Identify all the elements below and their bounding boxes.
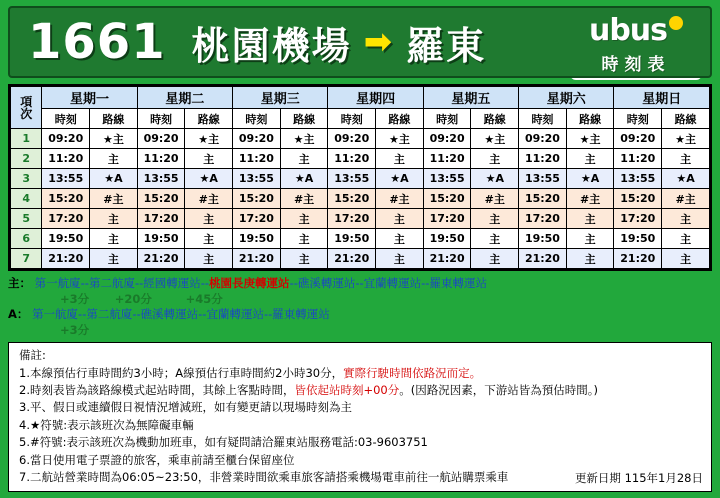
cell-time-6-2: 21:20: [233, 249, 281, 269]
cell-route-1-1: 主: [185, 149, 233, 169]
table-row: [11, 249, 710, 269]
cell-route-1-0: 主: [90, 149, 138, 169]
sub-header-route-3: 路線: [376, 109, 424, 129]
table-row: [11, 169, 710, 189]
cell-time-5-1: 19:50: [137, 229, 185, 249]
day-header-5: 星期六: [519, 87, 614, 109]
note-item-4: 4.★符號:表示該班次為無障礙車輛: [19, 417, 194, 432]
legend-main-route: 第一航廈--第二航廈--經國轉運站--桃園長庚轉運站--礁溪轉運站--宜蘭轉運站--羅東轉運站: [34, 276, 487, 290]
sub-header-time-4: 時刻: [423, 109, 471, 129]
cell-time-2-4: 13:55: [423, 169, 471, 189]
cell-time-1-6: 11:20: [614, 149, 662, 169]
legend-a-offsets: [8, 323, 712, 339]
schedule-table-wrap: [8, 84, 712, 271]
cell-time-6-0: 21:20: [42, 249, 90, 269]
cell-route-6-4: 主: [471, 249, 519, 269]
legend-main-offsets: [8, 292, 712, 308]
table-row: [11, 149, 710, 169]
cell-route-5-0: 主: [90, 229, 138, 249]
arrow-right-icon: ➡: [363, 22, 395, 62]
cell-time-3-2: 15:20: [233, 189, 281, 209]
cell-time-3-0: 15:20: [42, 189, 90, 209]
cell-time-5-2: 19:50: [233, 229, 281, 249]
sub-header-time-3: 時刻: [328, 109, 376, 129]
legend-main-offset-3: +45分: [185, 291, 223, 306]
cell-time-3-3: 15:20: [328, 189, 376, 209]
note-item-7: 7.二航站營業時間為06:05~23:50，非營業時間欲乘車旅客請搭乘機場電車前往一航站購票乘車: [19, 470, 509, 485]
route-legend: [8, 276, 712, 338]
row-index: 5: [11, 209, 42, 229]
table-row: [11, 189, 710, 209]
cell-time-0-2: 09:20: [233, 129, 281, 149]
day-header-0: 星期一: [42, 87, 137, 109]
day-header-2: 星期三: [233, 87, 328, 109]
cell-time-3-6: 15:20: [614, 189, 662, 209]
table-row: [11, 229, 710, 249]
cell-time-6-4: 21:20: [423, 249, 471, 269]
row-index: 3: [11, 169, 42, 189]
cell-route-2-1: ★A: [185, 169, 233, 189]
cell-time-5-6: 19:50: [614, 229, 662, 249]
cell-time-2-2: 13:55: [233, 169, 281, 189]
cell-time-2-1: 13:55: [137, 169, 185, 189]
cell-route-2-4: ★A: [471, 169, 519, 189]
cell-time-4-5: 17:20: [519, 209, 567, 229]
sub-header-route-1: 路線: [185, 109, 233, 129]
notes-block: [8, 342, 712, 492]
cell-time-1-5: 11:20: [519, 149, 567, 169]
brand-logo-block: [570, 12, 702, 76]
day-header-4: 星期五: [423, 87, 518, 109]
table-corner: [11, 87, 42, 129]
sub-header-route-4: 路線: [471, 109, 519, 129]
brand-dot-icon: [669, 16, 683, 30]
cell-route-3-4: #主: [471, 189, 519, 209]
cell-time-6-6: 21:20: [614, 249, 662, 269]
cell-time-0-4: 09:20: [423, 129, 471, 149]
corner-bottom-label: 次: [20, 106, 33, 121]
sub-header-time-5: 時刻: [519, 109, 567, 129]
sub-header-route-2: 路線: [280, 109, 328, 129]
cell-route-4-5: 主: [566, 209, 614, 229]
cell-time-5-3: 19:50: [328, 229, 376, 249]
cell-time-2-0: 13:55: [42, 169, 90, 189]
table-row: [11, 129, 710, 149]
cell-time-0-3: 09:20: [328, 129, 376, 149]
note-item-3: 3.平、假日或連續假日視情況增減班，如有變更請以現場時刻為主: [19, 400, 352, 415]
cell-time-4-1: 17:20: [137, 209, 185, 229]
brand-subtitle: 時刻表: [601, 55, 671, 75]
cell-route-6-0: 主: [90, 249, 138, 269]
cell-route-3-6: #主: [662, 189, 710, 209]
cell-time-3-4: 15:20: [423, 189, 471, 209]
cell-time-2-6: 13:55: [614, 169, 662, 189]
cell-time-3-5: 15:20: [519, 189, 567, 209]
table-header-days: [11, 87, 710, 109]
notes-title: 備註:: [19, 348, 46, 363]
cell-time-3-1: 15:20: [137, 189, 185, 209]
day-header-1: 星期二: [137, 87, 232, 109]
cell-time-0-5: 09:20: [519, 129, 567, 149]
cell-time-6-3: 21:20: [328, 249, 376, 269]
cell-route-4-6: 主: [662, 209, 710, 229]
legend-main-key: 主：: [8, 276, 31, 290]
cell-route-5-6: 主: [662, 229, 710, 249]
sub-header-time-0: 時刻: [42, 109, 90, 129]
cell-route-2-0: ★A: [90, 169, 138, 189]
cell-time-6-5: 21:20: [519, 249, 567, 269]
sub-header-route-0: 路線: [90, 109, 138, 129]
note-item-6: 6.當日使用電子票證的旅客，乘車前請至櫃台保留座位: [19, 452, 295, 467]
legend-main-row: [8, 276, 712, 292]
cell-route-0-0: ★主: [90, 129, 138, 149]
cell-time-4-6: 17:20: [614, 209, 662, 229]
cell-time-0-1: 09:20: [137, 129, 185, 149]
cell-time-5-0: 19:50: [42, 229, 90, 249]
row-index: 7: [11, 249, 42, 269]
route-title: [192, 15, 487, 70]
day-header-6: 星期日: [614, 87, 710, 109]
cell-route-5-1: 主: [185, 229, 233, 249]
table-row: [11, 209, 710, 229]
brand-wordmark: [589, 13, 683, 48]
cell-time-0-6: 09:20: [614, 129, 662, 149]
legend-a-key: A：: [8, 307, 29, 322]
update-date: 更新日期 115年1月28日: [574, 470, 703, 485]
row-index: 4: [11, 189, 42, 209]
route-origin: 桃園機場: [191, 23, 352, 68]
sub-header-time-2: 時刻: [233, 109, 281, 129]
cell-route-0-4: ★主: [471, 129, 519, 149]
cell-route-6-1: 主: [185, 249, 233, 269]
cell-route-4-3: 主: [376, 209, 424, 229]
cell-route-5-4: 主: [471, 229, 519, 249]
cell-time-1-2: 11:20: [233, 149, 281, 169]
cell-time-2-3: 13:55: [328, 169, 376, 189]
cell-time-1-4: 11:20: [423, 149, 471, 169]
cell-route-0-6: ★主: [662, 129, 710, 149]
cell-route-5-5: 主: [566, 229, 614, 249]
sub-header-time-6: 時刻: [614, 109, 662, 129]
cell-route-4-0: 主: [90, 209, 138, 229]
cell-route-1-4: 主: [471, 149, 519, 169]
cell-route-5-2: 主: [280, 229, 328, 249]
cell-route-1-6: 主: [662, 149, 710, 169]
cell-route-0-2: ★主: [280, 129, 328, 149]
cell-route-2-5: ★A: [566, 169, 614, 189]
day-header-3: 星期四: [328, 87, 423, 109]
row-index: 6: [11, 229, 42, 249]
cell-time-6-1: 21:20: [137, 249, 185, 269]
cell-route-6-2: 主: [280, 249, 328, 269]
brand-text: ubus: [588, 13, 668, 48]
schedule-table: [10, 86, 710, 269]
legend-a-offset-1: +3分: [60, 322, 90, 337]
cell-route-2-3: ★A: [376, 169, 424, 189]
legend-a-row: [8, 307, 712, 323]
cell-time-4-4: 17:20: [423, 209, 471, 229]
legend-a-route: 第一航廈--第二航廈--礁溪轉運站--宜蘭轉運站--羅東轉運站: [32, 307, 330, 322]
sub-header-time-1: 時刻: [137, 109, 185, 129]
route-number: 1661: [28, 14, 166, 70]
cell-route-5-3: 主: [376, 229, 424, 249]
note-item-1: 1.本線預估行車時間約3小時；A線預估行車時間約2小時30分，實際行駛時間依路況而定。: [19, 365, 482, 380]
cell-time-4-0: 17:20: [42, 209, 90, 229]
cell-route-3-3: #主: [376, 189, 424, 209]
cell-route-2-6: ★A: [662, 169, 710, 189]
sub-header-route-5: 路線: [566, 109, 614, 129]
cell-time-2-5: 13:55: [519, 169, 567, 189]
row-index: 2: [11, 149, 42, 169]
cell-route-3-0: #主: [90, 189, 138, 209]
cell-time-5-4: 19:50: [423, 229, 471, 249]
legend-main-offset-2: +20分: [114, 291, 152, 306]
corner-top-label: 項: [20, 94, 33, 109]
row-index: 1: [11, 129, 42, 149]
cell-route-0-5: ★主: [566, 129, 614, 149]
cell-route-4-2: 主: [280, 209, 328, 229]
cell-route-0-1: ★主: [185, 129, 233, 149]
sub-header-route-6: 路線: [662, 109, 710, 129]
cell-route-3-1: #主: [185, 189, 233, 209]
table-header-sub: [11, 109, 710, 129]
page-header: [8, 6, 712, 78]
cell-time-1-0: 11:20: [42, 149, 90, 169]
cell-route-3-2: #主: [280, 189, 328, 209]
cell-route-4-1: 主: [185, 209, 233, 229]
cell-time-0-0: 09:20: [42, 129, 90, 149]
cell-route-1-3: 主: [376, 149, 424, 169]
cell-route-1-5: 主: [566, 149, 614, 169]
cell-route-3-5: #主: [566, 189, 614, 209]
cell-time-4-2: 17:20: [233, 209, 281, 229]
cell-route-6-3: 主: [376, 249, 424, 269]
cell-route-6-5: 主: [566, 249, 614, 269]
note-item-2: 2.時刻表皆為該路線模式起站時間，其餘上客點時間，皆依起站時刻+00分。(因路況因素，下游站皆為預估時間。): [19, 383, 598, 397]
cell-route-0-3: ★主: [376, 129, 424, 149]
legend-main-offset-1: +3分: [60, 291, 90, 306]
note-item-5: 5.#符號:表示該班次為機動加班車，如有疑問請洽羅東站服務電話:03-9603751: [19, 435, 428, 450]
cell-time-4-3: 17:20: [328, 209, 376, 229]
cell-time-1-1: 11:20: [137, 149, 185, 169]
cell-route-2-2: ★A: [280, 169, 328, 189]
cell-route-1-2: 主: [280, 149, 328, 169]
cell-time-5-5: 19:50: [519, 229, 567, 249]
cell-route-6-6: 主: [662, 249, 710, 269]
cell-route-4-4: 主: [471, 209, 519, 229]
cell-time-1-3: 11:20: [328, 149, 376, 169]
route-destination: 羅東: [406, 23, 487, 68]
